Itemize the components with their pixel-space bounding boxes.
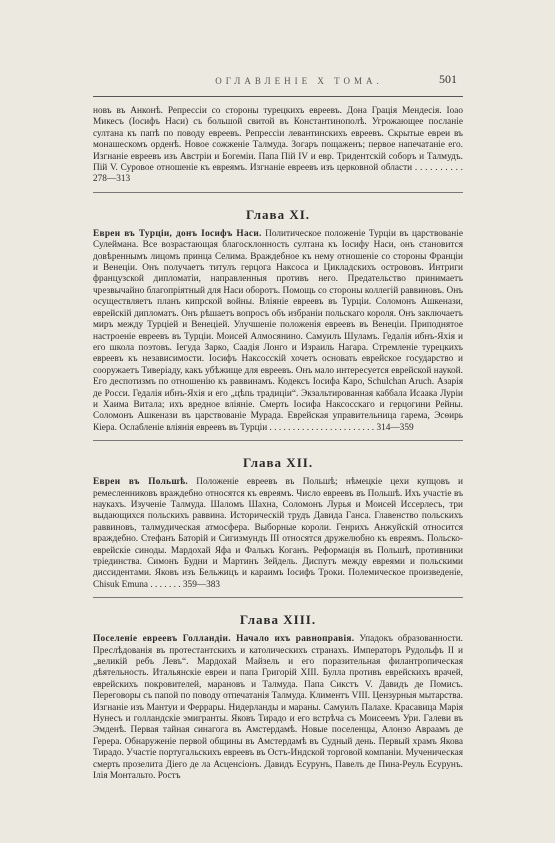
chapter-summary-13: Упадокъ образованности. Преслѣдованія въ протестантскихъ и католическихъ странахъ. Императоръ Рудольфъ II и „великій ребъ Левъ“. Мардохай Майзель и его поразительная филантропическая дѣятельность. Итальянскіе евреи и папа Григорій XIII. Булла противъ еврейскихъ врачей, еврейскихъ покровителей, марановъ и Талмуда. Папа Сикстъ V. Давидъ де Помисъ. Переговоры съ папой по поводу отпечатанія Талмуда. Климентъ VIII. Цензурныя мытарства. Изгнаніе изъ Мантуи и Феррары. Нидерланды и мараны. Самуилъ Палахе. Красавица Марія Нунесъ и голландскіе эмигранты. Яковъ Тирадо и его встрѣча съ Моисеемъ Ури. Галеви въ Эмденѣ. Первая тайная синагога въ Амстердамѣ. Новые поселенцы, Алонзо Авраамъ де Герера. Обнаруженіе первой общины въ Амстердамѣ въ Судный день. Первый храмъ Якова Тирадо. Участіе португальскихъ евреевъ въ Остъ-Индской торговой компаніи. Мученическая смерть прозелита Діего де ла Асценсіонъ. Давидъ Есурунъ, Павелъ де Пина-Реуль Есурунъ. Ілія Монтальто. Ростъ — [93, 634, 464, 782]
chapter-summary-12: Положеніе евреевъ въ Польшѣ; нѣмецкіе цехи купцовъ и ремесленниковъ враждебно относятся къ евреямъ. Число евреевъ въ Польшѣ. Ихъ участіе въ наукахъ. Изученіе Талмуда. Шаломъ Шахна, Соломонъ Лурья и Моисей Иссерлесъ, три выдающихся польскихъ раввина. Историческій трудъ Давида Ганса. Главенство польскихъ раввиновъ, талмудическая атмосфера. Выборные короли. Генрихъ Анжуйскій относится враждебно. Стефанъ Баторій и Сигизмундъ III относятся дружелюбно къ евреямъ. Польско-еврейскіе синоды. Мардохай Яфа и Фалькъ Коганъ. Реформація въ Польшѣ, противники тріединства. Симонъ Будни и Мартинъ Зейдель. Диспутъ между евреями и польскими диссидентами. Яковъ изъ Бельжицъ и караимъ Іосифъ Троки. Полемическое произведеніе, Chisuk Emuna — [93, 477, 463, 590]
chapter-title-11: Евреи въ Турціи, донъ Іосифъ Наси. — [93, 228, 262, 239]
chapter-entry-11: Евреи въ Турціи, донъ Іосифъ Наси. Политическое положеніе Турціи въ царствованіе Сулеймана. Все возрастающая благосклонность султана къ Іосифу Наси, онъ становится довѣреннымъ лицомъ принца Селима. Враждебное къ нему отношеніе со стороны Франціи и Венеціи. Онъ получаетъ титулъ герцога Наксоса и Цикладскихъ острововъ. Интриги французской дипломатіи, направленныя противъ него. Предательство принимаетъ чрезвычайно благопріятный для Наси оборотъ. Помощь со стороны коллегій раввиновъ. Онъ осуществляетъ планъ кипрской войны. Вліяніе евреевъ въ Турціи. Соломонъ Ашкенази, еврейскій дипломатъ. Онъ рѣшаетъ вопросъ объ избраніи польскаго короля. Онъ заключаетъ миръ между Турціей и Венеціей. Улучшеніе положенія евреевъ въ Венеціи. Приподнятое настроеніе евреевъ въ Турціи. Моисей Алмосянино. Самуилъ Шуламъ. Гедалія ибнъ-Яхія и его школа поэтовъ. Іегуда Зарко, Саадія Лонго и Израиль Нагара. Стремленіе турецкихъ евреевъ къ независимости. Іосифъ Наксосскій хочетъ основать еврейское государство и сооружаетъ Тиверіаду, какъ убѣжище для евреевъ. Онъ мало интересуется еврейской наукой. Его деспотизмъ по отношенію къ раввинамъ. Кодексъ Іосифа Каро, Schulchan Aruch. Азарія де Росси. Гедалія ибнъ-Яхія и его „цѣпь традиціи“. Экзальтированная каббала Исаака Луріи и Хаима Витала; ихъ вредное вліяніе. Смерть Іосифа Наксосскаго и герцогини Рейны. Соломонъ Ашкенази въ царствованіе Мурада. Еврейская управительница гарема, Эсѳирь Кіера. Ослабленіе вліянія евреевъ въ Турціи . . . . . . . . . . . . . . . . . . . . . . . 314—359 — [93, 228, 463, 433]
top-entry: новъ въ Анконѣ. Репрессіи со стороны турецкихъ евреевъ. Дона Грація Мендесія. Іоао Микесъ (Іосифъ Наси) съ большой свитой въ Константинополѣ. Угрожающее посланіе султана къ папѣ по поводу евреевъ. Репрессіи левантинскихъ евреевъ. Скрытые евреи въ монашескомъ орденѣ. Новое сожженіе Талмуда. Зогаръ пощаженъ; первое напечатаніе его. Изгнаніе евреевъ изъ Австріи и Богеміи. Папа Пій IV и евр. Тридентскій соборъ и Талмудъ. Пій V. Суровое отношеніе къ евреямъ. Изгнаніе евреевъ изъ церковной области . . . . . . . . . . 278—313 — [93, 106, 463, 185]
divider — [93, 597, 463, 598]
running-head: ОГЛАВЛЕНІЕ X ТОМА. — [215, 76, 383, 86]
chapter-title-12: Евреи въ Польшѣ. — [93, 477, 188, 488]
chapter-entry-12: Евреи въ Польшѣ. Положеніе евреевъ въ Польшѣ; нѣмецкіе цехи купцовъ и ремесленниковъ враждебно относятся къ евреямъ. Число евреевъ въ Польшѣ. Ихъ участіе въ наукахъ. Изученіе Талмуда. Шаломъ Шахна, Соломонъ Лурья и Моисей Иссерлесъ, три выдающихся польскихъ раввина. Историческій трудъ Давида Ганса. Главенство польскихъ раввиновъ, талмудическая атмосфера. Выборные короли. Генрихъ Анжуйскій относится враждебно. Стефанъ Баторій и Сигизмундъ III относятся дружелюбно къ евреямъ. Польско-еврейскіе синоды. Мардохай Яфа и Фалькъ Коганъ. Реформація въ Польшѣ, противники тріединства. Симонъ Будни и Мартинъ Зейдель. Диспутъ между евреями и польскими диссидентами. Яковъ изъ Бельжицъ и караимъ Іосифъ Троки. Полемическое произведеніе, Chisuk Emuna . . . . . . . 359—383 — [93, 477, 463, 590]
chapter-title-13: Поселеніе евреевъ Голландіи. Начало ихъ равноправія. — [93, 634, 355, 645]
chapter-heading-13: Глава XIII. — [239, 612, 317, 628]
chapter-heading-11: Глава XI. — [245, 206, 311, 222]
divider — [93, 192, 463, 193]
chapter-pages-11: 314—359 — [376, 422, 414, 433]
top-entry-pages: 278—313 — [93, 174, 131, 185]
top-entry-text: новъ въ Анконѣ. Репрессіи со стороны турецкихъ евреевъ. Дона Грація Мендесія. Іоао Микесъ (Іосифъ Наси) съ большой свитой въ Константинополѣ. Угрожающее посланіе султана къ папѣ по поводу евреевъ. Репрессіи левантинскихъ евреевъ. Скрытые евреи въ монашескомъ орденѣ. Новое сожженіе Талмуда. Зогаръ пощаженъ; первое напечатаніе его. Изгнаніе евреевъ изъ Австріи и Богеміи. Папа Пій IV и евр. Тридентскій соборъ и Талмудъ. Пій V. Суровое отношеніе къ евреямъ. Изгнаніе евреевъ изъ церковной области — [93, 106, 463, 174]
toc-content — [93, 106, 463, 783]
chapter-heading-12: Глава XII. — [242, 455, 314, 471]
divider — [93, 440, 463, 441]
chapter-entry-13 — [93, 634, 463, 782]
header-rule — [93, 96, 463, 97]
chapter-pages-12: 359—383 — [182, 579, 221, 590]
chapter-summary-11: Политическое положеніе Турціи въ царствованіе Сулеймана. Все возрастающая благосклонность султана къ Іосифу Наси, онъ становится довѣреннымъ лицомъ принца Селима. Враждебное къ нему отношеніе со стороны Франціи и Венеціи. Онъ получаетъ титулъ герцога Наксоса и Цикладскихъ острововъ. Интриги французской дипломатіи, направленныя противъ него. Предательство принимаетъ чрезвычайно благопріятный для Наси оборотъ. Помощь со стороны коллегій раввиновъ. Онъ осуществляетъ планъ кипрской войны. Вліяніе евреевъ въ Турціи. Соломонъ Ашкенази, еврейскій дипломатъ. Онъ рѣшаетъ вопросъ объ избраніи польскаго короля. Онъ заключаетъ миръ между Турціей и Венеціей. Улучшеніе положенія евреевъ въ Венеціи. Приподнятое настроеніе евреевъ въ Турціи. Моисей Алмосянино. Самуилъ Шуламъ. Гедалія ибнъ-Яхія и его школа поэтовъ. Іегуда Зарко, Саадія Лонго и Израиль Нагара. Стремленіе турецкихъ евреевъ къ независимости. Іосифъ Наксосскій хочетъ основать еврейское государство и сооружаетъ Тиверіаду, какъ убѣжище для евреевъ. Онъ мало интересуется еврейской наукой. Его деспотизмъ по отношенію къ раввинамъ. Кодексъ Іосифа Каро, Schulchan Aruch. Азарія де Росси. Гедалія ибнъ-Яхія и его „цѣпь традиціи“. Экзальтированная каббала Исаака Луріи и Хаима Витала; ихъ вредное вліяніе. Смерть Іосифа Наксосскаго и герцогини Рейны. Соломонъ Ашкенази въ царствованіе Мурада. Еврейская управительница гарема, Эсѳирь Кіера. Ослабленіе вліянія евреевъ въ Турціи — [93, 228, 463, 433]
page-number: 501 — [439, 72, 457, 86]
